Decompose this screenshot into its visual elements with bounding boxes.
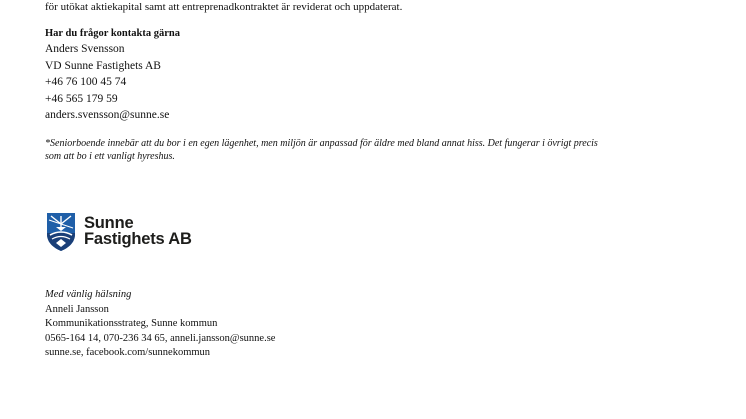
intro-line: för utökat aktiekapital samt att entreprenadkontraktet är reviderat och uppdaterat.: [45, 1, 403, 13]
footnote: *Seniorboende innebär att du bor i en egen lägenhet, men miljön är anpassad för äldre med bland annat hiss. Det fungerar i övrigt precis som att bo i ett vanligt hyreshus.: [45, 137, 598, 162]
contact-name: Anders Svensson: [45, 43, 125, 55]
logo-wordmark: [84, 215, 192, 247]
contact-block: [45, 26, 685, 124]
signature-name: Anneli Jansson: [45, 303, 109, 315]
signature-greeting: Med vänlig hälsning: [45, 289, 132, 300]
signature-web[interactable]: sunne.se, facebook.com/sunnekommun: [45, 347, 211, 358]
contact-email[interactable]: anders.svensson@sunne.se: [45, 109, 170, 121]
logo-line-2: Fastighets AB: [84, 230, 192, 248]
company-logo: [46, 212, 192, 252]
intro-paragraph: [45, 0, 685, 14]
signature-contact[interactable]: 0565-164 14, 070-236 34 65, anneli.jansson@sunne.se: [45, 332, 276, 344]
document-body: [45, 0, 685, 164]
signature-title: Kommunikationsstrateg, Sunne kommun: [45, 318, 218, 329]
logo-line-1: Sunne: [84, 214, 134, 232]
contact-phone-office: +46 565 179 59: [45, 92, 118, 105]
contact-heading: Har du frågor kontakta gärna: [45, 28, 180, 39]
contact-phone-mobile: +46 76 100 45 74: [45, 76, 127, 88]
signature-block: [45, 288, 275, 361]
sunne-shield-icon: [46, 212, 76, 252]
contact-title: VD Sunne Fastighets AB: [45, 59, 161, 72]
